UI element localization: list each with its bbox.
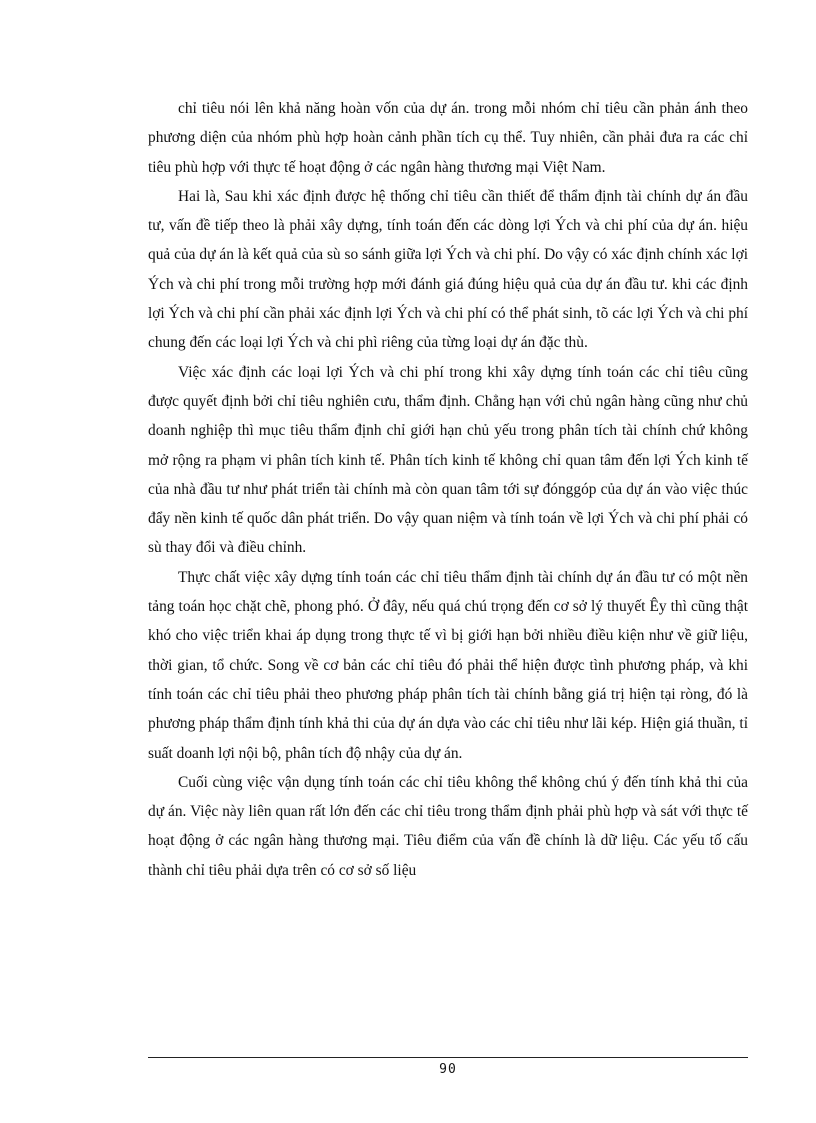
paragraph-5: Cuối cùng việc vận dụng tính toán các chỉ tiêu không thể không chú ý đến tính khả thi của dự án. Việc này liên quan rất lớn đến các chỉ tiêu trong thẩm định phải phù hợp và sát với thực tế hoạt động ở các ngân hàng thương mại. Tiêu điểm của vấn đề chính là dữ liệu. Các yếu tố cấu thành chỉ tiêu phải dựa trên có cơ sở số liệu [148, 773, 748, 879]
paragraph-2: Hai là, Sau khi xác định được hệ thống chỉ tiêu cần thiết để thẩm định tài chính dự án đầu tư, vấn đề tiếp theo là phải xây dựng, tính toán đến các dòng lợi Ých và chi phí của dự án. hiệu quả của dự án là kết quả của sù so sánh giữa lợi Ých và chi phí. Do vậy có xác định chính xác lợi Ých và chi phí trong mỗi trường hợp mới đánh giá đúng hiệu quả của dự án đầu tư. khi các định lợi Ých và chi phí cần phải xác định lợi Ých và chi phí có thể phát sinh, tõ các lợi Ých và chi phí chung đến các loại lợi Ých và chi phì riêng của từng loại dự án đặc thù. [148, 187, 748, 352]
paragraph-3: Việc xác định các loại lợi Ých và chi phí trong khi xây dựng tính toán các chỉ tiêu cũng được quyết định bởi chỉ tiêu nghiên cưu, thẩm định. Chẳng hạn với chủ ngân hàng cũng như chủ doanh nghiệp thì mục tiêu thẩm định chỉ giới hạn chủ yếu trong phân tích tài chính chứ không mở rộng ra phạm vi phân tích kinh tế. Phân tích kinh tế không chỉ quan tâm đến lợi Ých kinh tế của nhà đầu tư như phát triển tài chính mà còn quan tâm tới sự đónggóp của dự án vào việc thúc đẩy nền kinh tế quốc dân phát triển. Do vậy quan niệm và tính toán về lợi Ých và chi phí phải có sù thay đổi và điều chỉnh. [148, 363, 748, 557]
paragraph-1: chỉ tiêu nói lên khả năng hoàn vốn của dự án. trong mỗi nhóm chỉ tiêu cần phản ánh theo phương diện của nhóm phù hợp hoàn cảnh phần tích cụ thể. Tuy nhiên, cần phải đưa ra các chỉ tiêu phù hợp với thực tế hoạt động ở các ngân hàng thương mại Việt Nam. [148, 100, 748, 176]
page-number: 90 [439, 1062, 457, 1077]
body-text [148, 94, 748, 885]
paragraph-4: Thực chất việc xây dựng tính toán các chỉ tiêu thẩm định tài chính dự án đầu tư có một nền tảng toán học chặt chẽ, phong phó. Ở đây, nếu quá chú trọng đến cơ sở lý thuyết Êy thì cũng thật khó cho việc triển khai áp dụng trong thực tế vì bị giới hạn bởi nhiều điều kiện như về giữ liệu, thời gian, tổ chức. Song về cơ bản các chỉ tiêu đó phải thể hiện được tình phương pháp, và khi tính toán các chỉ tiêu phải theo phương pháp phân tích tài chính bằng giá trị hiện tại ròng, đó là phương pháp thẩm định tính khả thi của dự án dựa vào các chỉ tiêu như lãi kép. Hiện giá thuần, tỉ suất doanh lợi nội bộ, phân tích độ nhậy của dự án. [148, 568, 748, 762]
footer-divider [148, 1057, 748, 1058]
